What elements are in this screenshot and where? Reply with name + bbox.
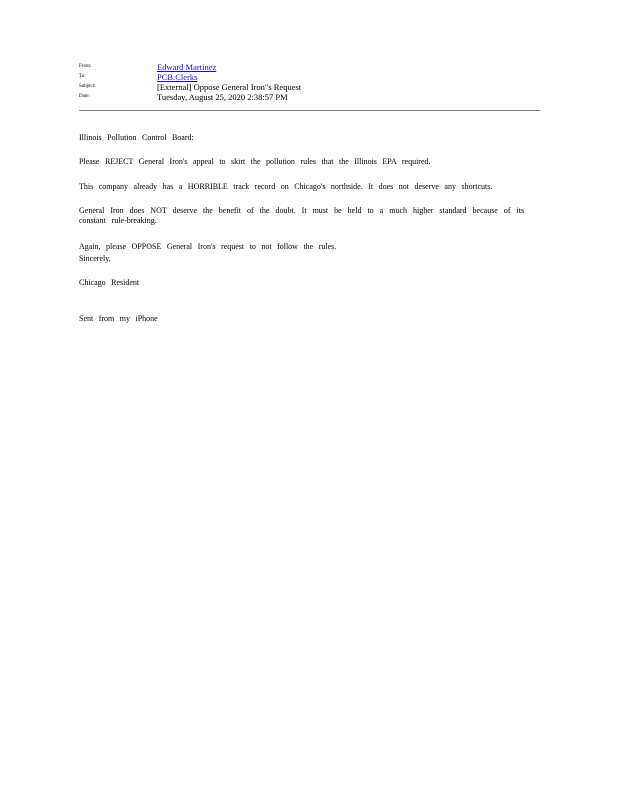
date-label: Date: [79,94,90,99]
header-divider [79,110,540,111]
from-link[interactable]: Edward Martinez [157,62,217,72]
email-header [79,62,539,102]
closing: Sincerely, [79,254,111,263]
date-row [79,92,539,102]
subject-label: Subject: [79,84,96,89]
subject-value: [External] Oppose General Iron"s Request [157,82,302,92]
subject-row [79,82,539,92]
from-row [79,62,539,72]
to-label: To: [79,74,86,79]
paragraph-1: Please REJECT General Iron's appeal to skirt the pollution rules that the Illinois EPA required. [79,157,431,166]
signature: Chicago Resident [79,278,140,287]
paragraph-2: This company already has a HORRIBLE track record on Chicago's northside. It does not deserve any shortcuts. [79,182,493,191]
from-label: From: [79,64,92,69]
date-value: Tuesday, August 25, 2020 2:38:57 PM [157,92,288,102]
salutation: Illinois Pollution Control Board: [79,133,194,142]
to-row [79,72,539,82]
sent-from-line: Sent from my iPhone [79,314,158,323]
to-link[interactable]: PCB.Clerks [157,72,198,82]
paragraph-4: Again, please OPPOSE General Iron's request to not follow the rules. [79,242,337,251]
paragraph-3: General Iron does NOT deserve the benefit of the doubt. It must be held to a much higher standard because of its constant rule-breaking. [79,206,531,225]
